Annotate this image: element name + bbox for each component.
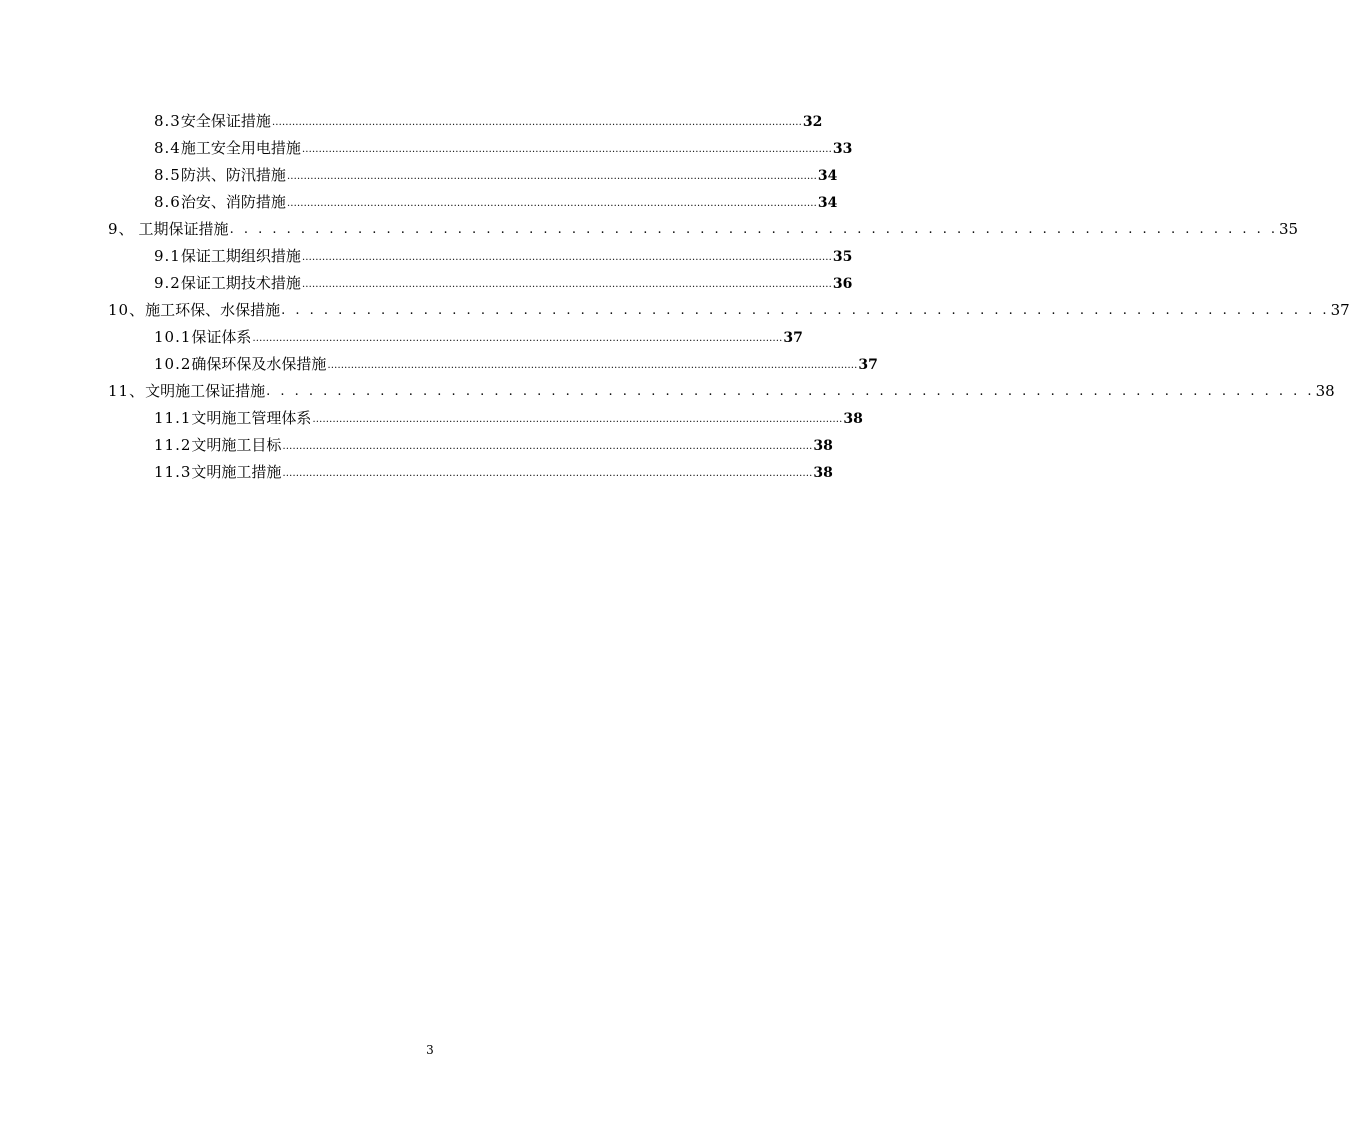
toc-entry-number: 8.4	[154, 139, 181, 157]
toc-entry-9-2[interactable]	[0, 270, 853, 297]
toc-entry-page: 38	[1315, 382, 1335, 400]
toc-entry-11-2[interactable]	[0, 432, 833, 459]
toc-dot-leader: ……………………………………………………………………………………………………………………………………………	[312, 414, 843, 425]
toc-entry-10[interactable]	[0, 297, 1350, 324]
toc-entry-title: 保证体系	[191, 328, 252, 346]
toc-entry-number: 11、	[108, 382, 146, 400]
toc-dot-leader: . . . . . . . . . . . . . . . . . . . . . . . . . . . . . . . . . . . . . . . . . . . . . . . . . . . . . . . . . . . . . . . . . . . . . . . . . .	[229, 222, 1279, 237]
toc-dot-leader: ……………………………………………………………………………………………………………………………………………	[327, 360, 858, 371]
toc-entry-number: 8.5	[154, 166, 181, 184]
toc-entry-10-1[interactable]	[0, 324, 803, 351]
toc-dot-leader: ……………………………………………………………………………………………………………………………………………	[282, 441, 813, 452]
toc-entry-number: 11.2	[154, 436, 192, 454]
toc-entry-page: 36	[832, 276, 853, 292]
toc-entry-title: 施工安全用电措施	[180, 139, 301, 157]
toc-entry-page: 34	[817, 168, 838, 184]
toc-entry-page: 37	[858, 357, 878, 373]
toc-entry-8-4[interactable]	[0, 135, 853, 162]
toc-entry-number: 9、	[108, 220, 135, 238]
toc-entry-number: 10.1	[154, 328, 192, 346]
toc-entry-page: 38	[813, 465, 833, 481]
toc-dot-leader: ……………………………………………………………………………………………………………………………………………	[282, 468, 813, 479]
toc-entry-8-6[interactable]	[0, 189, 838, 216]
toc-entry-title: 防洪、防汛措施	[180, 166, 286, 184]
toc-entry-number: 11.1	[154, 409, 192, 427]
toc-entry-number: 8.3	[154, 112, 181, 130]
toc-dot-leader: ……………………………………………………………………………………………………………………………………………	[301, 279, 832, 290]
toc-entry-title: 文明施工保证措施	[145, 382, 266, 400]
toc-entry-page: 37	[783, 330, 803, 346]
toc-dot-leader: ……………………………………………………………………………………………………………………………………………	[252, 333, 783, 344]
toc-entry-title: 工期保证措施	[138, 220, 229, 238]
toc-entry-11[interactable]	[0, 378, 1335, 405]
toc-entry-title: 保证工期组织措施	[180, 247, 301, 265]
toc-entry-title: 文明施工管理体系	[191, 409, 312, 427]
toc-entry-title: 文明施工目标	[191, 436, 282, 454]
toc-entry-page: 35	[832, 249, 853, 265]
toc-dot-leader: ……………………………………………………………………………………………………………………………………………	[286, 198, 817, 209]
toc-entry-page: 38	[813, 438, 833, 454]
toc-dot-leader: ……………………………………………………………………………………………………………………………………………	[301, 252, 832, 263]
toc-entry-9[interactable]	[0, 216, 1299, 243]
table-of-contents	[0, 108, 1350, 486]
toc-entry-11-1[interactable]	[0, 405, 863, 432]
toc-dot-leader: ……………………………………………………………………………………………………………………………………………	[286, 171, 817, 182]
toc-entry-title: 确保环保及水保措施	[191, 355, 327, 373]
toc-entry-page: 34	[817, 195, 838, 211]
toc-dot-leader: ……………………………………………………………………………………………………………………………………………	[271, 117, 802, 128]
toc-entry-number: 10、	[108, 301, 146, 319]
toc-entry-title: 安全保证措施	[180, 112, 271, 130]
toc-entry-number: 8.6	[154, 193, 181, 211]
toc-entry-page: 35	[1279, 220, 1299, 238]
toc-entry-number: 10.2	[154, 355, 192, 373]
page-number: 3	[426, 1043, 434, 1057]
toc-entry-title: 施工环保、水保措施	[145, 301, 281, 319]
toc-dot-leader: . . . . . . . . . . . . . . . . . . . . . . . . . . . . . . . . . . . . . . . . . . . . . . . . . . . . . . . . . . . . . . . . . . . . . . . . . .	[266, 384, 1315, 399]
toc-entry-9-1[interactable]	[0, 243, 853, 270]
toc-entry-11-3[interactable]	[0, 459, 833, 486]
toc-entry-10-2[interactable]	[0, 351, 878, 378]
toc-dot-leader: ……………………………………………………………………………………………………………………………………………	[301, 144, 832, 155]
toc-entry-number: 9.1	[154, 247, 181, 265]
toc-entry-page: 37	[1330, 301, 1350, 319]
toc-entry-number: 9.2	[154, 274, 181, 292]
toc-entry-8-5[interactable]	[0, 162, 838, 189]
toc-entry-title: 治安、消防措施	[180, 193, 286, 211]
toc-entry-title: 保证工期技术措施	[180, 274, 301, 292]
toc-entry-8-3[interactable]	[0, 108, 823, 135]
toc-entry-page: 33	[832, 141, 853, 157]
toc-entry-title: 文明施工措施	[191, 463, 282, 481]
toc-dot-leader: . . . . . . . . . . . . . . . . . . . . . . . . . . . . . . . . . . . . . . . . . . . . . . . . . . . . . . . . . . . . . . . . . . . . . . . . . .	[281, 303, 1330, 318]
toc-entry-number: 11.3	[154, 463, 192, 481]
toc-entry-page: 38	[843, 411, 863, 427]
toc-entry-page: 32	[802, 114, 823, 130]
